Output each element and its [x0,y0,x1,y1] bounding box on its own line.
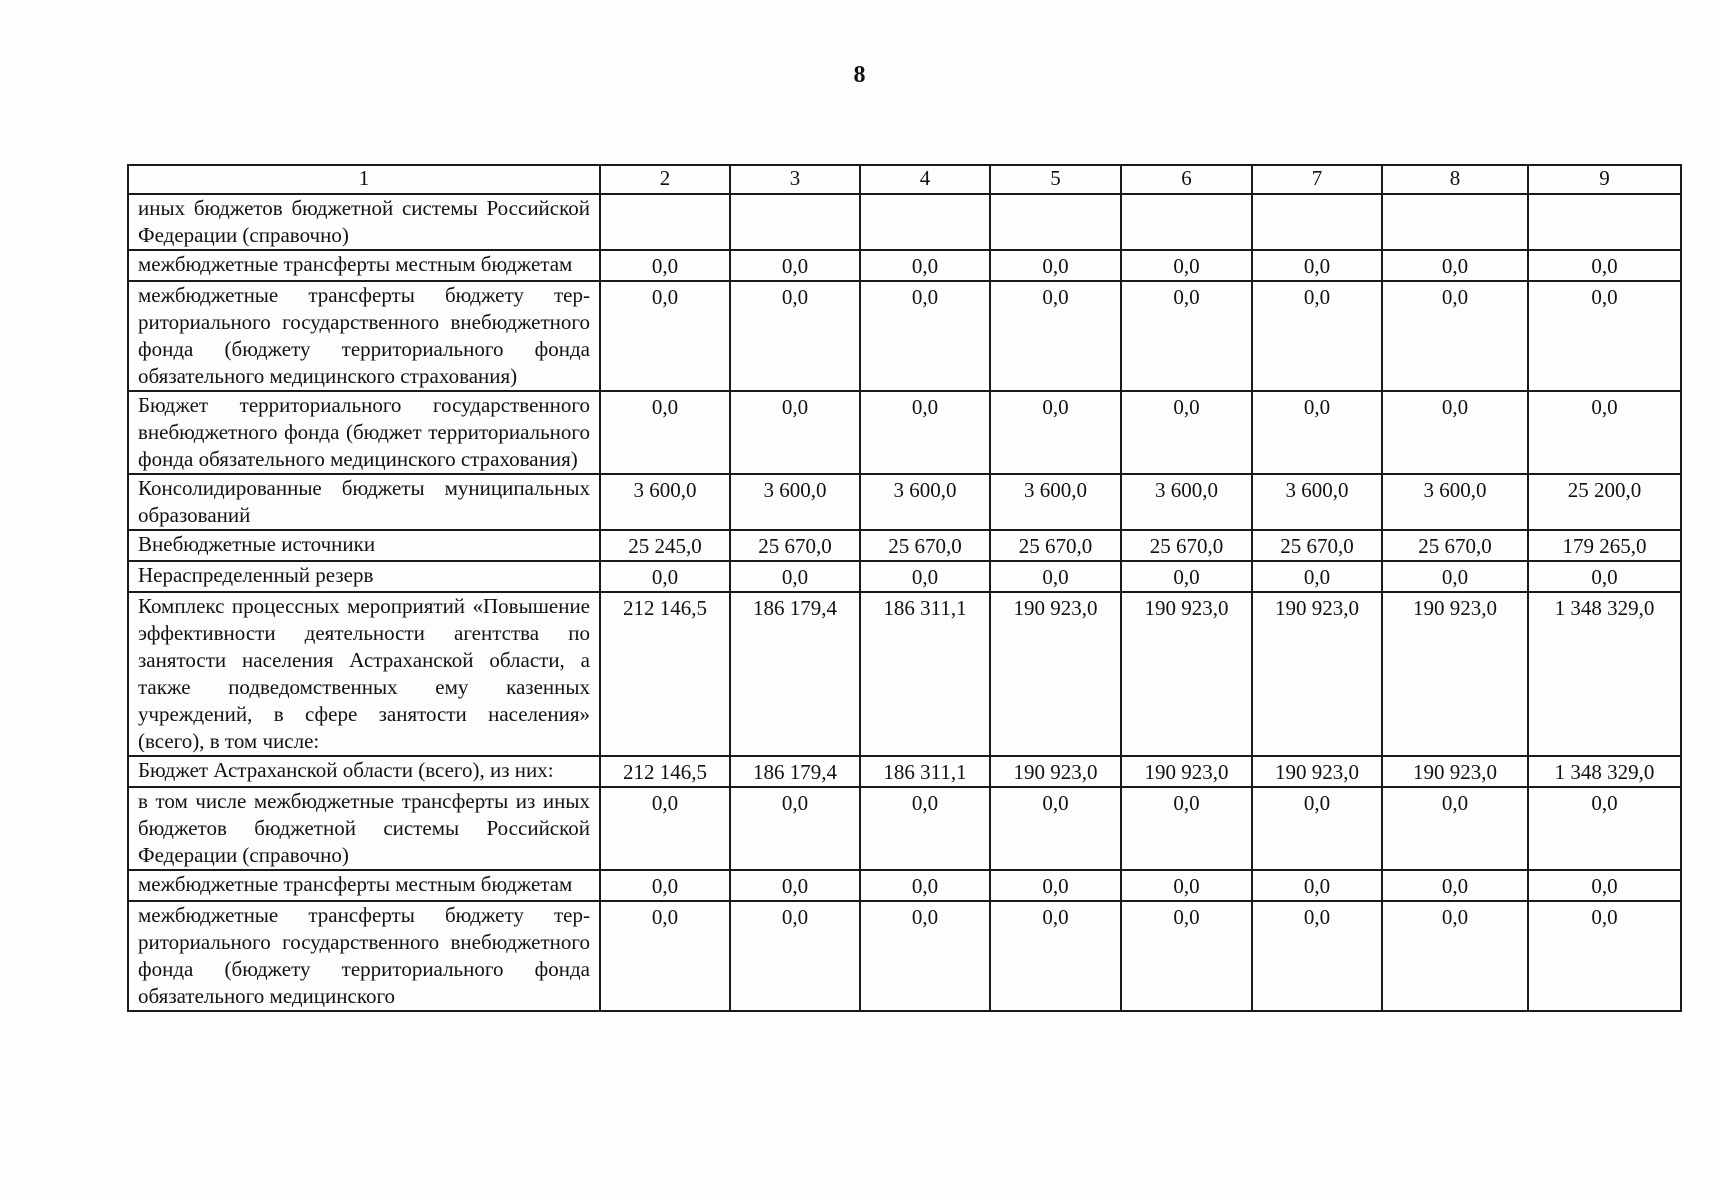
row-value: 0,0 [911,254,939,278]
row-value-cell [860,474,990,530]
row-value-cell [1382,194,1528,250]
table-row [128,194,1681,250]
row-value: 190 923,0 [1144,760,1229,784]
row-value: 0,0 [1591,285,1618,309]
row-value-cell [1252,250,1382,281]
row-value-cell [1121,474,1252,530]
row-value-cell [990,474,1121,530]
table-body [128,194,1681,1011]
row-value: 186 179,4 [753,760,837,784]
row-value-cell [1528,592,1681,756]
table-row [128,530,1681,561]
row-value-cell [1252,530,1382,561]
table-row [128,474,1681,530]
row-value: 0,0 [781,791,809,815]
row-value-cell [1121,787,1252,870]
row-value-cell [1121,756,1252,787]
row-value-cell [990,281,1121,391]
row-value: 0,0 [1303,285,1331,309]
row-label: в том числе межбюджетные трансферты из иных бюджетов бюджетной системы Российской Федерации (справочно) [128,787,600,870]
row-value-cell [860,592,990,756]
row-value: 0,0 [651,905,679,929]
row-value-cell [600,592,730,756]
row-value: 0,0 [781,565,809,589]
row-value: 0,0 [911,791,939,815]
row-value-cell [860,561,990,592]
row-value-cell [600,787,730,870]
row-value-cell [1252,787,1382,870]
row-value-cell [1121,281,1252,391]
row-label: Внебюджетные источники [128,530,600,561]
row-value-cell [990,756,1121,787]
table-row [128,391,1681,474]
row-value-cell [860,756,990,787]
row-label: Бюджет Астраханской области (всего), из них: [128,756,600,787]
row-value-cell [1121,530,1252,561]
row-label: межбюджетные трансферты бюджету территориального государственного внебюджетного фонда (бюджету территориального фонда обязательного медицинского [128,901,600,1011]
row-value: 3 600,0 [1155,478,1218,502]
row-value: 25 670,0 [758,534,832,558]
row-value: 0,0 [1591,565,1618,589]
row-value-cell [600,561,730,592]
row-value-cell [600,474,730,530]
row-value-cell [600,756,730,787]
row-value-cell [860,787,990,870]
row-label: Комплекс процессных мероприятий «Повышение эффективности деятельности агентства по занятости населения Астраханской области, а также подведомственных ему казенных учреждений, в сфере занятости населения» (всего), в том числе: [128,592,600,756]
row-value-cell [1528,250,1681,281]
row-value-cell [1382,901,1528,1011]
row-value: 179 265,0 [1562,534,1647,558]
row-value-cell [1528,530,1681,561]
row-value-cell [1121,901,1252,1011]
row-value: 0,0 [1441,791,1469,815]
row-value-cell [990,592,1121,756]
column-header: 5 [990,165,1121,194]
row-value-cell [730,787,860,870]
row-value-cell [600,250,730,281]
budget-table [127,164,1682,1012]
row-value: 0,0 [1441,254,1469,278]
row-value: 0,0 [911,905,939,929]
table-row [128,756,1681,787]
row-value-cell [600,194,730,250]
row-value-cell [1382,787,1528,870]
row-value-cell [1528,787,1681,870]
row-value: 212 146,5 [623,760,707,784]
row-value: 1 348 329,0 [1554,596,1655,620]
row-value: 25 670,0 [1149,534,1224,558]
row-value: 0,0 [651,254,679,278]
row-label: Нераспределенный резерв [128,561,600,592]
row-value: 25 200,0 [1567,478,1642,502]
row-value: 0,0 [1042,905,1069,929]
row-value-cell [730,592,860,756]
row-value: 0,0 [1042,565,1069,589]
row-value: 0,0 [651,791,679,815]
row-value: 190 923,0 [1144,596,1229,620]
row-value-cell [1382,530,1528,561]
row-value: 0,0 [911,285,939,309]
table-row [128,281,1681,391]
row-value: 0,0 [781,395,809,419]
row-value-cell [1382,561,1528,592]
column-header: 3 [730,165,860,194]
row-value: 0,0 [1303,254,1331,278]
row-value: 0,0 [1441,905,1469,929]
row-value: 25 670,0 [1280,534,1354,558]
row-value: 0,0 [1042,285,1069,309]
row-value: 0,0 [1441,874,1469,898]
row-value: 0,0 [1441,285,1469,309]
row-value-cell [1528,391,1681,474]
row-value: 190 923,0 [1275,760,1359,784]
row-label: межбюджетные трансферты местным бюджетам [128,870,600,901]
row-value-cell [1528,561,1681,592]
row-value-cell [990,870,1121,901]
row-value: 0,0 [1173,905,1200,929]
row-value-cell [730,250,860,281]
row-value-cell [730,756,860,787]
row-value-cell [1252,592,1382,756]
row-value: 0,0 [1173,791,1200,815]
table-row [128,901,1681,1011]
row-label: межбюджетные трансферты местным бюджетам [128,250,600,281]
row-value-cell [990,787,1121,870]
row-value-cell [1382,592,1528,756]
row-value: 0,0 [1591,874,1618,898]
row-value-cell [600,530,730,561]
row-value-cell [1382,474,1528,530]
row-value: 0,0 [781,905,809,929]
row-value-cell [990,194,1121,250]
row-value: 0,0 [1303,791,1331,815]
row-value-cell [990,530,1121,561]
row-value-cell [730,474,860,530]
row-value: 212 146,5 [623,596,707,620]
row-value-cell [1528,870,1681,901]
row-value-cell [1528,194,1681,250]
row-value-cell [860,281,990,391]
row-label: иных бюджетов бюджетной системы Российской Федерации (справочно) [128,194,600,250]
row-value-cell [1252,194,1382,250]
row-value-cell [730,870,860,901]
row-value: 25 670,0 [1418,534,1492,558]
row-value-cell [1121,870,1252,901]
row-value: 0,0 [1303,395,1331,419]
row-value: 0,0 [1591,254,1618,278]
row-value: 0,0 [1042,874,1069,898]
row-value-cell [1382,756,1528,787]
row-value: 3 600,0 [1285,478,1349,502]
column-header: 4 [860,165,990,194]
column-header: 7 [1252,165,1382,194]
row-value-cell [1121,194,1252,250]
row-value: 0,0 [781,874,809,898]
row-value: 0,0 [651,565,679,589]
table-row [128,561,1681,592]
row-value: 0,0 [1303,874,1331,898]
row-value-cell [1252,474,1382,530]
row-value-cell [990,901,1121,1011]
row-value: 3 600,0 [763,478,827,502]
row-value-cell [600,281,730,391]
row-value-cell [990,391,1121,474]
row-value: 0,0 [1591,905,1618,929]
row-value: 0,0 [1173,565,1200,589]
row-value-cell [1528,901,1681,1011]
row-value: 0,0 [781,254,809,278]
row-value-cell [600,391,730,474]
row-value-cell [1382,281,1528,391]
row-value: 0,0 [911,874,939,898]
row-value-cell [730,530,860,561]
row-value: 25 670,0 [1018,534,1093,558]
row-value-cell [730,561,860,592]
row-value: 0,0 [1042,791,1069,815]
row-value-cell [1528,756,1681,787]
row-value-cell [730,194,860,250]
row-value: 0,0 [1441,395,1469,419]
row-value-cell [1121,391,1252,474]
row-value: 0,0 [1173,254,1200,278]
row-value: 190 923,0 [1275,596,1359,620]
row-value: 1 348 329,0 [1554,760,1655,784]
row-value-cell [860,901,990,1011]
row-value-cell [1252,870,1382,901]
row-value: 0,0 [1173,395,1200,419]
row-value: 0,0 [1303,905,1331,929]
row-value: 186 179,4 [753,596,837,620]
row-value: 0,0 [1173,874,1200,898]
row-value: 0,0 [1042,254,1069,278]
row-value-cell [1121,250,1252,281]
row-value-cell [860,530,990,561]
row-label: Консолидированные бюджеты муниципальных образований [128,474,600,530]
row-value-cell [600,870,730,901]
row-value: 190 923,0 [1413,596,1497,620]
row-value-cell [990,561,1121,592]
row-value: 0,0 [651,285,679,309]
row-value: 190 923,0 [1013,760,1098,784]
row-value: 0,0 [1042,395,1069,419]
row-value: 190 923,0 [1413,760,1497,784]
column-header: 6 [1121,165,1252,194]
row-value-cell [1252,391,1382,474]
row-value-cell [1528,474,1681,530]
row-value-cell [860,870,990,901]
row-value-cell [1121,592,1252,756]
row-value: 190 923,0 [1013,596,1098,620]
row-value-cell [1382,391,1528,474]
row-value-cell [1252,561,1382,592]
row-label: Бюджет территориального государственного внебюджетного фонда (бюджет территориального фонда обязательного медицинского страхования) [128,391,600,474]
row-value: 0,0 [1591,395,1618,419]
row-value: 186 311,1 [883,596,967,620]
row-value: 25 245,0 [628,534,702,558]
row-value-cell [730,901,860,1011]
row-value-cell [1252,281,1382,391]
row-value-cell [1382,250,1528,281]
row-value: 0,0 [1173,285,1200,309]
row-value: 3 600,0 [1024,478,1087,502]
table-row [128,592,1681,756]
row-label: межбюджетные трансферты бюджету территориального государственного внебюджетного фонда (бюджету территориального фонда обязательного медицинского страхования) [128,281,600,391]
row-value-cell [600,901,730,1011]
table-row [128,250,1681,281]
column-header: 8 [1382,165,1528,194]
row-value: 3 600,0 [633,478,697,502]
row-value-cell [730,281,860,391]
page-number: 8 [853,62,866,88]
row-value: 0,0 [651,874,679,898]
row-value: 0,0 [1303,565,1331,589]
row-value-cell [1528,281,1681,391]
row-value-cell [1121,561,1252,592]
row-value-cell [1252,756,1382,787]
row-value-cell [730,391,860,474]
row-value-cell [1382,870,1528,901]
row-value: 0,0 [1441,565,1469,589]
row-value: 3 600,0 [1423,478,1487,502]
table-row [128,787,1681,870]
row-value-cell [990,250,1121,281]
row-value: 0,0 [651,395,679,419]
row-value-cell [860,391,990,474]
row-value: 0,0 [781,285,809,309]
row-value: 3 600,0 [893,478,957,502]
row-value: 186 311,1 [883,760,967,784]
row-value: 25 670,0 [888,534,962,558]
row-value: 0,0 [1591,791,1618,815]
row-value-cell [860,194,990,250]
row-value: 0,0 [911,565,939,589]
column-header: 2 [600,165,730,194]
row-value-cell [1252,901,1382,1011]
row-value: 0,0 [911,395,939,419]
table-row [128,870,1681,901]
column-header: 9 [1528,165,1681,194]
row-value-cell [860,250,990,281]
column-number-row [128,165,1681,194]
column-header: 1 [128,165,600,194]
